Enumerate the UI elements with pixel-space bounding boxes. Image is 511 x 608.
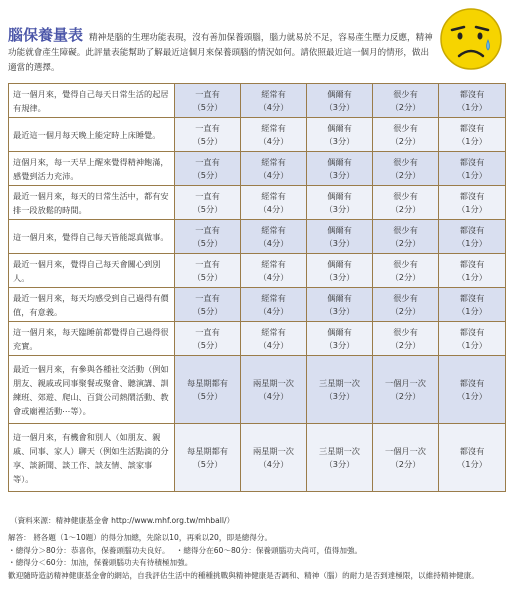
option-label: 一直有 xyxy=(195,190,220,201)
question-cell: 這一個月來，覺得自己每天皆能認真做事。 xyxy=(9,220,175,254)
option-score: （4分） xyxy=(258,458,289,469)
option-cell[interactable] xyxy=(373,84,439,118)
option-label: 偶爾有 xyxy=(327,258,352,269)
intro-text: 精神是腦的生理功能表現，沒有善加保養頭腦，腦力就易於不足，容易產生壓力反應，精神功能就會產生障礙。此評量表能幫助了解最近這個月來保養頭腦的情況如何。請依照最近這一個月的情形，做出適當的選擇。 xyxy=(8,33,433,73)
option-score: （1分） xyxy=(457,305,487,316)
option-label: 每星期都有 xyxy=(187,377,228,388)
option-label: 經常有 xyxy=(261,258,286,269)
option-cell[interactable] xyxy=(175,424,241,492)
option-score: （5分） xyxy=(192,135,223,146)
option-score: （5分） xyxy=(192,169,223,180)
option-cell[interactable] xyxy=(175,288,241,322)
table-row xyxy=(9,424,506,492)
option-cell[interactable] xyxy=(439,186,506,220)
option-label: 一直有 xyxy=(195,326,220,337)
option-cell[interactable] xyxy=(439,254,506,288)
option-score: （2分） xyxy=(390,237,421,248)
option-score: （4分） xyxy=(258,169,289,180)
option-score: （4分） xyxy=(258,271,289,282)
option-label: 兩星期一次 xyxy=(253,377,294,388)
option-cell[interactable] xyxy=(439,84,506,118)
option-label: 三星期一次 xyxy=(319,377,360,388)
option-score: （3分） xyxy=(324,339,355,350)
question-cell: 最近這一個月每天晚上能定時上床睡覺。 xyxy=(9,118,175,152)
option-label: 一直有 xyxy=(195,122,220,133)
option-label: 很少有 xyxy=(393,326,418,337)
option-score: （1分） xyxy=(457,169,487,180)
question-cell: 最近一個月來，有參與各種社交活動（例如朋友、親戚或同事聚餐或聚會、聽演講、訓練班、郊遊、爬山、百貨公司熱鬧活動、教會或廟裡活動⋯等）。 xyxy=(9,356,175,424)
question-cell: 這個月來，每一天早上醒來覺得精神飽滿，感覺到活力充沛。 xyxy=(9,152,175,186)
option-cell[interactable] xyxy=(307,220,373,254)
option-cell[interactable] xyxy=(439,220,506,254)
option-cell[interactable] xyxy=(307,424,373,492)
option-label: 經常有 xyxy=(261,88,286,99)
option-cell[interactable] xyxy=(175,220,241,254)
option-cell[interactable] xyxy=(307,186,373,220)
option-score: （3分） xyxy=(324,101,355,112)
option-label: 三星期一次 xyxy=(319,445,360,456)
option-label: 很少有 xyxy=(393,88,418,99)
option-label: 都沒有 xyxy=(459,156,485,167)
option-label: 經常有 xyxy=(261,190,286,201)
intro-block xyxy=(8,28,433,76)
option-cell[interactable] xyxy=(307,152,373,186)
note-line: 解答： 將各題（1～10題）的得分加總，先除以10，再乘以20，即是總得分。 xyxy=(8,533,273,542)
option-score: （1分） xyxy=(457,458,487,469)
note-line: 歡迎隨時造訪精神健康基金會的網站，自我評估生活中的種種挑戰與精神健康是否調和、精神（腦）的耐力是否到達極限，以維持精神健康。 xyxy=(8,570,479,580)
option-score: （4分） xyxy=(258,203,289,214)
option-score: （2分） xyxy=(390,135,421,146)
option-score: （1分） xyxy=(457,390,487,401)
option-score: （2分） xyxy=(390,458,421,469)
option-score: （1分） xyxy=(457,271,487,282)
brain-care-table xyxy=(8,83,506,492)
option-cell[interactable] xyxy=(241,152,307,186)
option-cell[interactable] xyxy=(175,254,241,288)
option-cell[interactable] xyxy=(439,288,506,322)
option-label: 一直有 xyxy=(195,258,220,269)
question-cell: 這一個月來，有機會和別人（如朋友、親戚、同事、家人）聊天（例如生活點滴的分享、談新聞、談工作、談友情、談家事等）。 xyxy=(9,424,175,492)
option-score: （2分） xyxy=(390,271,421,282)
option-cell[interactable] xyxy=(373,322,439,356)
option-score: （2分） xyxy=(390,390,421,401)
question-cell: 這一個月來，覺得自己每天日常生活的起居有規律。 xyxy=(9,84,175,118)
option-label: 偶爾有 xyxy=(327,156,352,167)
option-score: （3分） xyxy=(324,390,355,401)
option-score: （5分） xyxy=(192,305,223,316)
option-label: 經常有 xyxy=(261,292,286,303)
page-title: 腦保養量表 xyxy=(8,26,84,44)
option-cell[interactable] xyxy=(241,254,307,288)
option-label: 一直有 xyxy=(195,88,220,99)
option-label: 偶爾有 xyxy=(327,88,352,99)
question-cell: 這一個月來，每天臨睡前都覺得自己過得很充實。 xyxy=(9,322,175,356)
option-label: 都沒有 xyxy=(459,190,485,201)
question-cell: 最近一個月來，每天均感受到自己過得有價值，有意義。 xyxy=(9,288,175,322)
option-cell[interactable] xyxy=(307,322,373,356)
option-score: （4分） xyxy=(258,237,289,248)
option-score: （2分） xyxy=(390,169,421,180)
option-cell[interactable] xyxy=(241,84,307,118)
option-label: 都沒有 xyxy=(459,224,485,235)
option-cell[interactable] xyxy=(307,84,373,118)
option-cell[interactable] xyxy=(241,220,307,254)
option-cell[interactable] xyxy=(307,254,373,288)
option-score: （5分） xyxy=(192,203,223,214)
option-label: 很少有 xyxy=(393,190,418,201)
option-label: 一直有 xyxy=(195,292,220,303)
option-score: （5分） xyxy=(192,101,223,112)
option-cell[interactable] xyxy=(241,118,307,152)
option-label: 經常有 xyxy=(261,326,286,337)
table-row xyxy=(9,356,506,424)
option-score: （2分） xyxy=(390,305,421,316)
sad-face-icon xyxy=(438,6,504,72)
option-cell[interactable] xyxy=(241,288,307,322)
source-note: （資料來源：精神健康基金會 http://www.mhf.org.tw/mhball/） xyxy=(10,516,235,525)
option-cell[interactable] xyxy=(175,152,241,186)
option-score: （3分） xyxy=(324,458,355,469)
option-label: 都沒有 xyxy=(459,326,485,337)
option-cell[interactable] xyxy=(373,356,439,424)
scoring-notes xyxy=(8,532,505,582)
option-score: （4分） xyxy=(258,101,289,112)
table-row xyxy=(9,254,506,288)
option-score: （1分） xyxy=(457,339,487,350)
option-score: （5分） xyxy=(192,390,223,401)
note-line: ・總得分＞80分：恭喜你，保養頭腦功夫良好。 ・總得分在60～80分：保養頭腦功夫尚可，值得加強。 xyxy=(8,545,363,555)
option-score: （4分） xyxy=(258,135,289,146)
option-score: （5分） xyxy=(192,339,223,350)
option-label: 很少有 xyxy=(393,224,418,235)
option-cell[interactable] xyxy=(175,322,241,356)
option-cell[interactable] xyxy=(373,254,439,288)
option-label: 很少有 xyxy=(393,292,418,303)
option-score: （5分） xyxy=(192,271,223,282)
table-row xyxy=(9,288,506,322)
option-cell[interactable] xyxy=(241,424,307,492)
option-label: 經常有 xyxy=(261,122,286,133)
option-label: 都沒有 xyxy=(459,122,485,133)
option-score: （4分） xyxy=(258,305,289,316)
option-score: （2分） xyxy=(390,101,421,112)
option-score: （3分） xyxy=(324,135,355,146)
option-score: （3分） xyxy=(324,203,355,214)
option-cell[interactable] xyxy=(373,220,439,254)
option-score: （3分） xyxy=(324,237,355,248)
option-label: 偶爾有 xyxy=(327,190,352,201)
option-cell[interactable] xyxy=(175,186,241,220)
question-cell: 最近一個月來，覺得自己每天會關心到別人。 xyxy=(9,254,175,288)
option-label: 都沒有 xyxy=(459,377,485,388)
note-line: ・總得分＜60分：加油，保養頭腦功夫有待積極加強。 xyxy=(8,558,193,567)
option-cell[interactable] xyxy=(373,186,439,220)
table-row xyxy=(9,186,506,220)
option-cell[interactable] xyxy=(439,152,506,186)
option-label: 很少有 xyxy=(393,258,418,269)
option-label: 都沒有 xyxy=(459,258,485,269)
option-label: 偶爾有 xyxy=(327,292,352,303)
table-row xyxy=(9,220,506,254)
option-cell[interactable] xyxy=(373,288,439,322)
option-label: 一個月一次 xyxy=(385,445,426,456)
option-cell[interactable] xyxy=(241,322,307,356)
option-cell[interactable] xyxy=(241,356,307,424)
option-cell[interactable] xyxy=(175,356,241,424)
option-score: （5分） xyxy=(192,237,223,248)
question-cell: 最近一個月來，每天的日常生活中，都有安排一段放鬆的時間。 xyxy=(9,186,175,220)
table-row xyxy=(9,152,506,186)
option-score: （3分） xyxy=(324,305,355,316)
option-cell[interactable] xyxy=(439,356,506,424)
option-cell[interactable] xyxy=(439,118,506,152)
option-score: （1分） xyxy=(457,203,487,214)
option-score: （5分） xyxy=(192,458,223,469)
option-score: （1分） xyxy=(457,101,487,112)
option-cell[interactable] xyxy=(307,288,373,322)
option-label: 經常有 xyxy=(261,156,286,167)
option-score: （4分） xyxy=(258,339,289,350)
option-score: （1分） xyxy=(457,135,487,146)
table-row xyxy=(9,322,506,356)
option-score: （2分） xyxy=(390,203,421,214)
option-label: 兩星期一次 xyxy=(253,445,294,456)
option-score: （3分） xyxy=(324,169,355,180)
option-label: 一直有 xyxy=(195,224,220,235)
option-score: （2分） xyxy=(390,339,421,350)
option-cell[interactable] xyxy=(439,424,506,492)
option-label: 偶爾有 xyxy=(327,122,352,133)
option-score: （3分） xyxy=(324,271,355,282)
option-cell[interactable] xyxy=(373,424,439,492)
option-score: （1分） xyxy=(457,237,487,248)
option-cell[interactable] xyxy=(307,118,373,152)
option-score: （4分） xyxy=(258,390,289,401)
option-label: 一個月一次 xyxy=(385,377,426,388)
option-label: 偶爾有 xyxy=(327,326,352,337)
table-row xyxy=(9,118,506,152)
option-label: 都沒有 xyxy=(459,292,485,303)
option-label: 很少有 xyxy=(393,122,418,133)
option-cell[interactable] xyxy=(175,118,241,152)
option-label: 一直有 xyxy=(195,156,220,167)
option-label: 都沒有 xyxy=(459,445,485,456)
option-label: 偶爾有 xyxy=(327,224,352,235)
option-cell[interactable] xyxy=(175,84,241,118)
option-label: 都沒有 xyxy=(459,88,485,99)
option-label: 每星期都有 xyxy=(187,445,228,456)
option-cell[interactable] xyxy=(373,152,439,186)
option-label: 很少有 xyxy=(393,156,418,167)
option-cell[interactable] xyxy=(373,118,439,152)
option-label: 經常有 xyxy=(261,224,286,235)
option-cell[interactable] xyxy=(241,186,307,220)
table-row xyxy=(9,84,506,118)
option-cell[interactable] xyxy=(307,356,373,424)
option-cell[interactable] xyxy=(439,322,506,356)
